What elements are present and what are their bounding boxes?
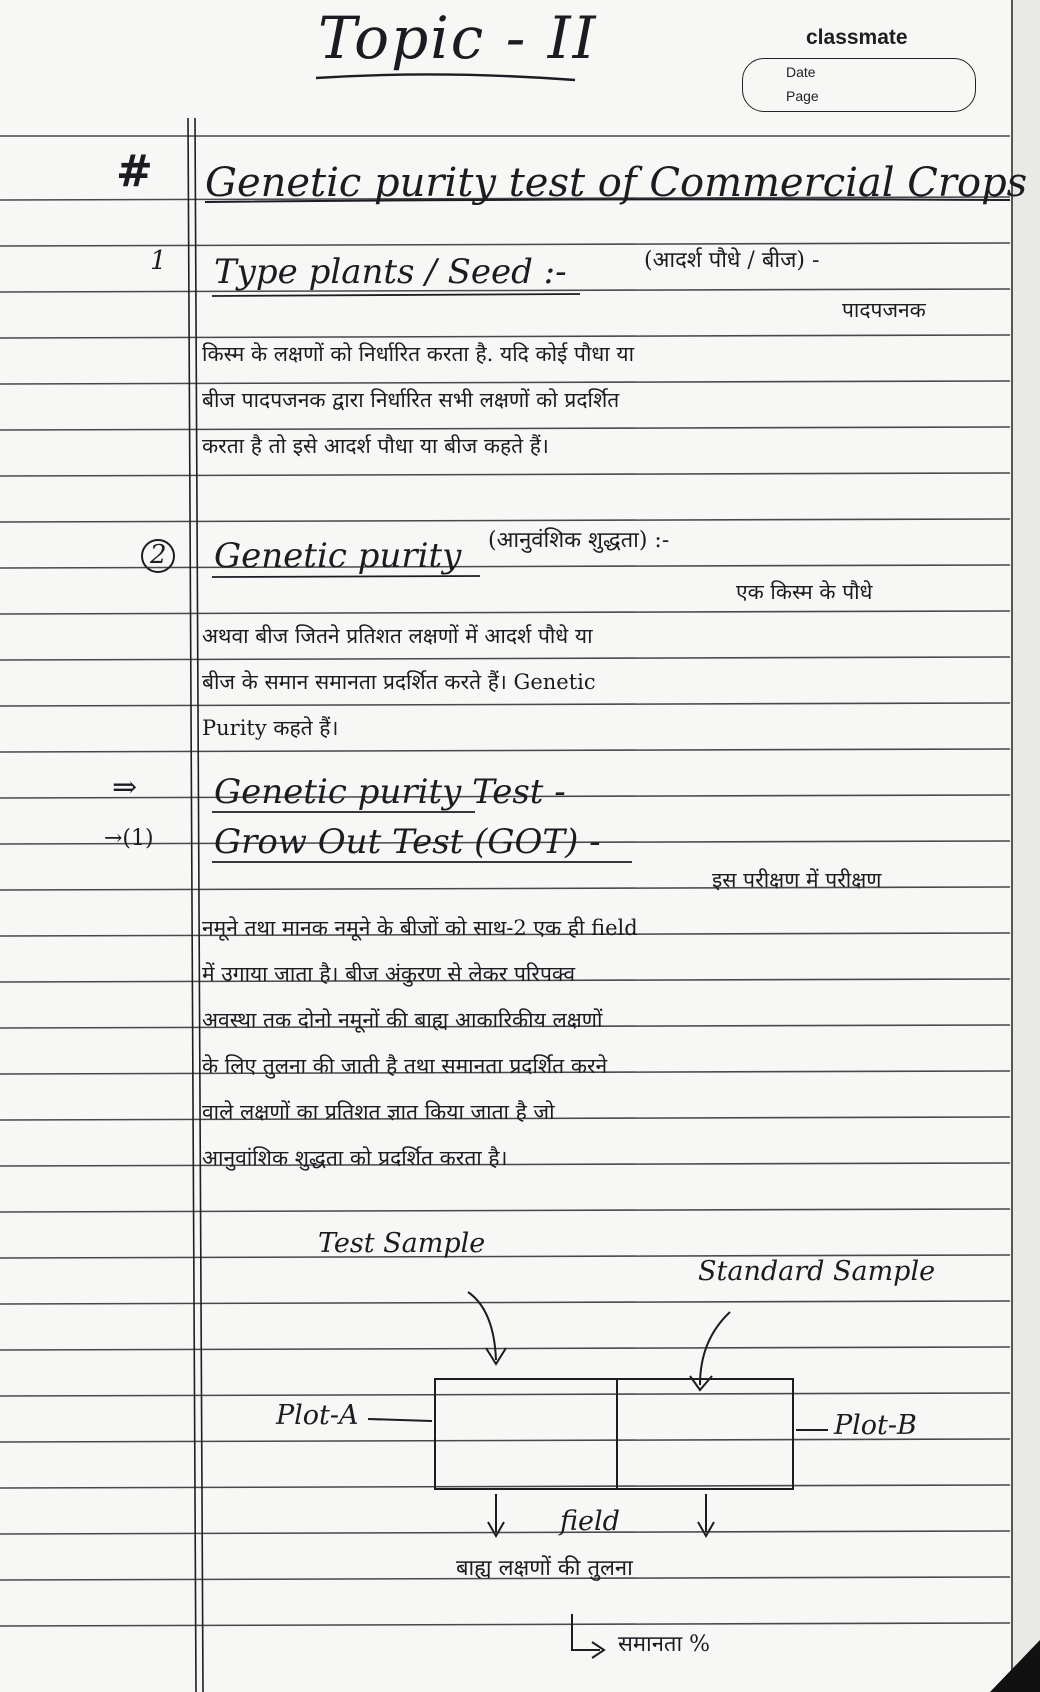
plot-b-label: Plot-B	[834, 1410, 917, 1441]
field-label: field	[560, 1506, 620, 1537]
test-sample-label: Test Sample	[318, 1228, 486, 1259]
text-line: पादपजनक	[842, 298, 926, 322]
brand-logo: classmate	[806, 26, 908, 49]
comparison-caption: बाह्य लक्षणों की तुलना	[456, 1556, 633, 1581]
heading-marker: #	[116, 146, 153, 197]
text-line: इस परीक्षण में परीक्षण	[712, 868, 882, 892]
section-number-1: 1	[150, 246, 167, 276]
text-line: अवस्था तक दोनो नमूनों की बाह्य आकारिकीय लक्षणों	[202, 1008, 603, 1032]
text-line: के लिए तुलना की जाती है तथा समानता प्रदर्शित करने	[202, 1054, 608, 1078]
similarity-caption: समानता %	[618, 1632, 711, 1657]
page-heading: Genetic purity test of Commercial Crops	[205, 160, 1028, 206]
text-line: करता है तो इसे आदर्श पौधा या बीज कहते हैं।	[202, 434, 549, 458]
section-number-2: 2	[150, 540, 167, 570]
date-label: Date	[786, 64, 816, 80]
section-title-type-plants: Type plants / Seed :-	[214, 252, 567, 292]
text-line: वाले लक्षणों का प्रतिशत ज्ञात किया जाता है जो	[202, 1100, 555, 1124]
text-line: आनुवांशिक शुद्धता को प्रदर्शित करता है।	[202, 1146, 508, 1170]
section-gloss-type-plants: (आदर्श पौधे / बीज) -	[644, 248, 820, 273]
plot-a-box	[434, 1378, 618, 1490]
topic-title: Topic - II	[318, 4, 598, 72]
plot-b-box	[614, 1378, 794, 1490]
text-line: एक किस्म के पौधे	[736, 580, 873, 604]
text-line: बीज के समान समानता प्रदर्शित करते हैं। Genetic	[202, 670, 596, 694]
section-gloss-genetic-purity: (आनुवंशिक शुद्धता) :-	[488, 528, 670, 553]
plot-a-label: Plot-A	[276, 1400, 359, 1431]
text-line: नमूने तथा मानक नमूने के बीजों को साथ-2 एक ही field	[202, 916, 638, 940]
standard-sample-label: Standard Sample	[698, 1256, 936, 1287]
test-heading-arrow: ⇒	[112, 770, 138, 805]
text-line: बीज पादपजनक द्वारा निर्धारित सभी लक्षणों को प्रदर्शित	[202, 388, 620, 412]
section-title-genetic-purity: Genetic purity	[214, 536, 462, 576]
got-marker: →(1)	[104, 826, 154, 851]
text-line: किस्म के लक्षणों को निर्धारित करता है. यदि कोई पौधा या	[202, 342, 635, 366]
text-line: अथवा बीज जितने प्रतिशत लक्षणों में आदर्श पौधे या	[202, 624, 593, 648]
date-page-box	[742, 58, 976, 112]
text-line: में उगाया जाता है। बीज अंकुरण से लेकर परिपक्व	[202, 962, 576, 986]
got-title: Grow Out Test (GOT) -	[214, 822, 601, 862]
test-heading: Genetic purity Test -	[214, 772, 566, 812]
page-label: Page	[786, 88, 819, 104]
text-line: Purity कहते हैं।	[202, 716, 339, 740]
